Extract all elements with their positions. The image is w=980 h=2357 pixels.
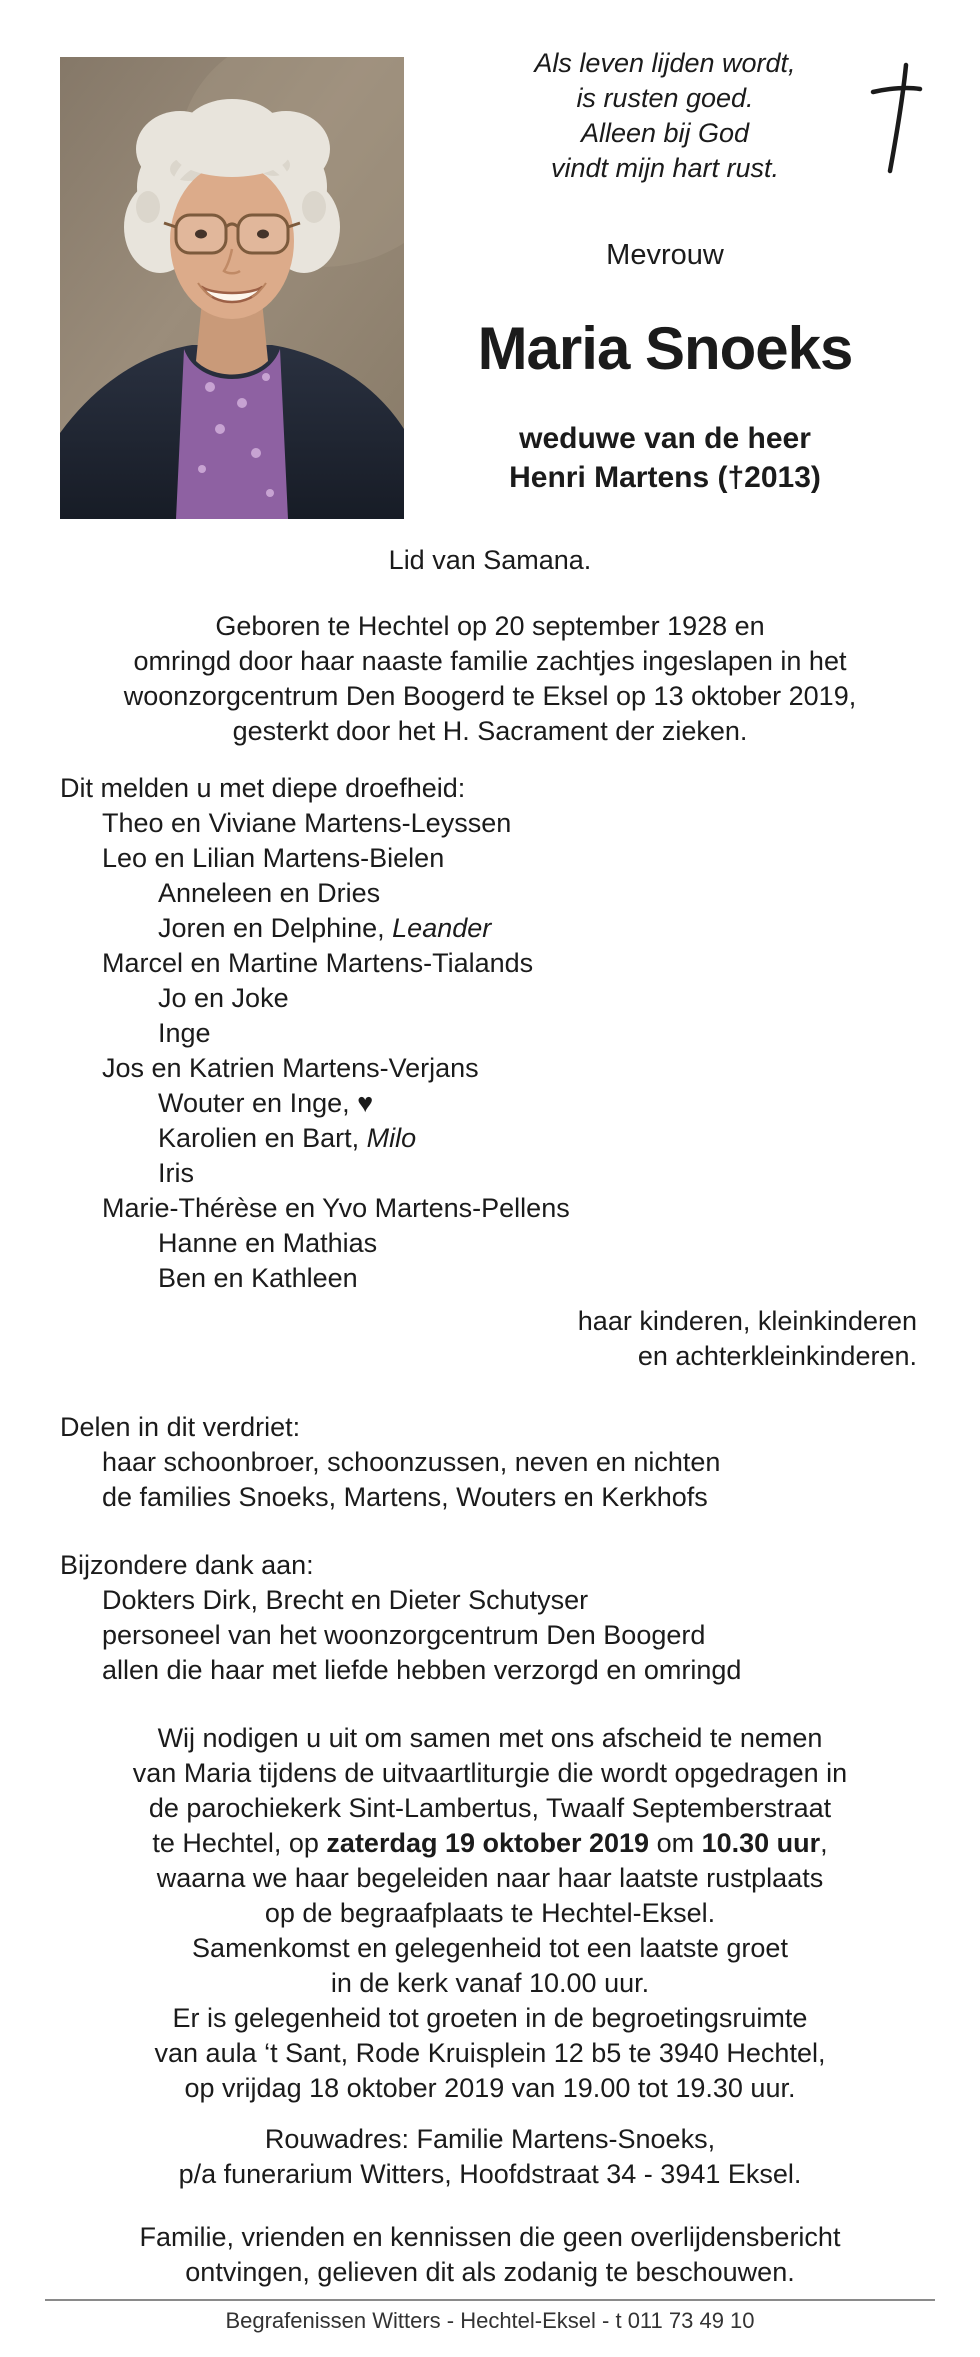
funeral-date: zaterdag 19 oktober 2019 [326, 1828, 650, 1858]
undertaker-info: Begrafenissen Witters - Hechtel-Eksel - t 011 73 49 10 [225, 2308, 755, 2333]
announcement-section [0, 771, 980, 1296]
deceased-name: Maria Snoeks [477, 315, 853, 382]
membership-line: Lid van Samana. [388, 545, 592, 575]
grief-section [0, 1410, 980, 1515]
text-line: en achterkleinkinderen. [637, 1341, 917, 1371]
text-line: personeel van het woonzorgcentrum Den Boogerd [102, 1620, 706, 1650]
text-line: Samenkomst en gelegenheid tot een laatste groet [192, 1933, 788, 1963]
text-line: de families Snoeks, Martens, Wouters en Kerkhofs [102, 1482, 708, 1512]
family-member: Karolien en Bart, Milo [158, 1123, 417, 1153]
family-member: Hanne en Mathias [158, 1228, 378, 1258]
family-member: Jos en Katrien Martens-Verjans [102, 1053, 479, 1083]
family-member: Theo en Viviane Martens-Leyssen [102, 808, 512, 838]
text-line: allen die haar met liefde hebben verzorgd en omringd [102, 1655, 742, 1685]
widow-of [410, 419, 920, 497]
family-member: Joren en Delphine, Leander [158, 913, 492, 943]
poem-line: is rusten goed. [576, 83, 754, 113]
widow-line: weduwe van de heer [519, 422, 811, 455]
salutation: Mevrouw [606, 239, 724, 271]
text-line: Familie, vrienden en kennissen die geen overlijdensbericht [139, 2222, 841, 2252]
funeral-time: 10.30 uur [701, 1828, 821, 1858]
section-heading: Dit melden u met diepe droefheid: [60, 773, 466, 803]
funeral-date-line: te Hechtel, op zaterdag 19 oktober 2019 om 10.30 uur, [152, 1828, 828, 1858]
poem-line: vindt mijn hart rust. [550, 153, 780, 183]
family-member: Marcel en Martine Martens-Tialands [102, 948, 534, 978]
family-member: Wouter en Inge, ♥ [158, 1088, 374, 1118]
family-member: Inge [158, 1018, 211, 1048]
text-line: Rouwadres: Familie Martens-Snoeks, [264, 2124, 716, 2154]
text-line: op de begraafplaats te Hechtel-Eksel. [264, 1898, 716, 1928]
poem-line: Als leven lijden wordt, [534, 48, 796, 78]
text-line: Geboren te Hechtel op 20 september 1928 en [215, 611, 765, 641]
text-line: Wij nodigen u uit om samen met ons afscheid te nemen [157, 1723, 823, 1753]
text-line: gesterkt door het H. Sacrament der zieken. [232, 716, 748, 746]
text-line: p/a funerarium Witters, Hoofdstraat 34 - 3941 Eksel. [178, 2159, 802, 2189]
birth-death-paragraph [0, 609, 980, 749]
text-line: op vrijdag 18 oktober 2019 van 19.00 tot 19.30 uur. [184, 2073, 796, 2103]
header-right-column [410, 46, 920, 497]
family-member: Ben en Kathleen [158, 1263, 358, 1293]
family-member: Leo en Lilian Martens-Bielen [102, 843, 445, 873]
section-heading: Delen in dit verdriet: [60, 1412, 301, 1442]
section-heading: Bijzondere dank aan: [60, 1550, 314, 1580]
mourning-address [0, 2122, 980, 2192]
footer [0, 2299, 980, 2335]
portrait-photo [60, 57, 404, 519]
poem-line: Alleen bij God [580, 118, 750, 148]
text-line: Er is gelegenheid tot groeten in de begroetingsruimte [172, 2003, 808, 2033]
header [0, 0, 980, 519]
text-line: van aula ‘t Sant, Rode Kruisplein 12 b5 te 3940 Hechtel, [154, 2038, 826, 2068]
text-line: in de kerk vanaf 10.00 uur. [330, 1968, 650, 1998]
text-line: omringd door haar naaste familie zachtjes ingeslapen in het [133, 646, 847, 676]
thanks-section [0, 1548, 980, 1688]
family-member: Jo en Joke [158, 983, 289, 1013]
text-line: de parochiekerk Sint-Lambertus, Twaalf Septemberstraat [148, 1793, 832, 1823]
widow-line: Henri Martens (†2013) [509, 461, 821, 494]
memorial-cross-icon [868, 62, 924, 174]
text-line: ontvingen, gelieven dit als zodanig te beschouwen. [185, 2257, 795, 2287]
relatives-closing [0, 1304, 980, 1374]
text-line: haar kinderen, kleinkinderen [577, 1306, 917, 1336]
family-member: Iris [158, 1158, 194, 1188]
family-member: Anneleen en Dries [158, 878, 381, 908]
text-line: van Maria tijdens de uitvaartliturgie die wordt opgedragen in [132, 1758, 848, 1788]
notice-paragraph [0, 2220, 980, 2290]
text-line: woonzorgcentrum Den Boogerd te Eksel op 13 oktober 2019, [123, 681, 857, 711]
poem [410, 46, 920, 186]
text-line: waarna we haar begeleiden naar haar laatste rustplaats [156, 1863, 824, 1893]
text-line: Dokters Dirk, Brecht en Dieter Schutyser [102, 1585, 589, 1615]
family-member: Marie-Thérèse en Yvo Martens-Pellens [102, 1193, 570, 1223]
funeral-details [0, 1721, 980, 2106]
text-line: haar schoonbroer, schoonzussen, neven en nichten [102, 1447, 721, 1477]
